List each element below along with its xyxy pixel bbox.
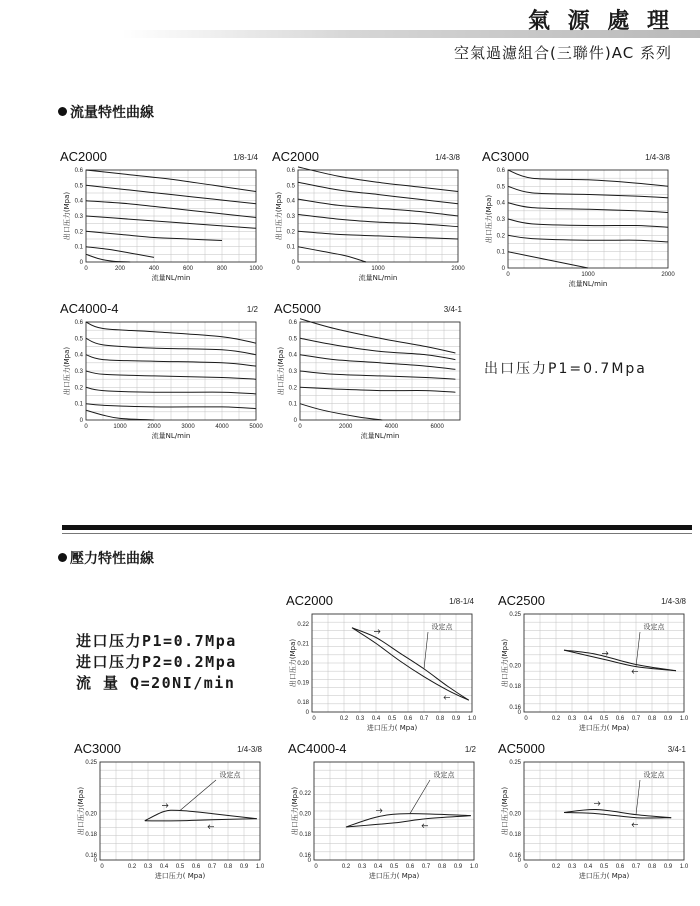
y-tick-label: 0.19 (297, 680, 309, 687)
x-tick-label: 0 (84, 266, 88, 272)
x-tick-label: 0.9 (239, 864, 249, 870)
y-axis-label: 出口压力(Mpa) (501, 638, 509, 688)
chart-flow-ac2000-b (268, 148, 468, 288)
series-line-0-05 (86, 254, 130, 262)
setpoint-leader (410, 780, 430, 814)
x-tick-label: 0 (312, 716, 316, 722)
x-tick-label: 0.4 (159, 864, 169, 870)
bullet-icon (58, 553, 67, 562)
x-tick-label: 4000 (215, 424, 229, 430)
y-tick-label-zero: 0 (307, 858, 311, 864)
y-tick-label: 0 (79, 418, 83, 424)
y-tick-label: 0.6 (288, 320, 297, 326)
y-tick-label: 0.1 (286, 244, 295, 251)
x-axis-label: 流量NL/min (360, 432, 400, 440)
y-tick-label: 0.18 (509, 684, 521, 691)
chart-port-size: 1/2 (246, 305, 258, 314)
chart-port-size: 1/4-3/8 (645, 153, 670, 162)
setpoint-leader (424, 632, 428, 669)
chart-port-size: 1/4-3/8 (435, 153, 460, 162)
y-tick-label: 0.1 (74, 244, 83, 251)
x-tick-label: 0 (314, 864, 318, 870)
y-tick-label: 0.2 (288, 385, 297, 392)
x-tick-label: 4000 (384, 424, 399, 430)
x-tick-label: 0.2 (127, 864, 137, 870)
x-axis-label: 进口压力( Mpa) (366, 724, 418, 732)
condition-inlet-p2: 进口压力P2=0.2Mpa (76, 653, 237, 671)
x-tick-label: 0 (84, 424, 88, 430)
x-tick-label: 0.5 (599, 716, 609, 722)
direction-arrow-up (376, 809, 382, 813)
flow-section-title (58, 102, 154, 122)
y-tick-label: 0.16 (85, 852, 97, 859)
x-tick-label: 3000 (181, 424, 195, 430)
y-axis-label: 出口压力(Mpa) (485, 194, 493, 244)
y-tick-label: 0.18 (299, 832, 311, 839)
series-line-0-6 (300, 319, 455, 353)
x-tick-label: 0.5 (387, 716, 397, 722)
x-tick-label: 1.0 (467, 716, 477, 722)
x-tick-label: 0.3 (567, 864, 577, 870)
x-tick-label: 0.8 (223, 864, 233, 870)
x-tick-label: 400 (148, 266, 160, 272)
setpoint-leader (636, 632, 640, 667)
y-tick-label: 0.6 (286, 168, 295, 174)
bullet-icon (58, 107, 67, 116)
pressure-section-label: 壓力特性曲線 (70, 551, 154, 567)
x-tick-label: 0.4 (583, 716, 593, 722)
chart-panel-pres-ac3000 (70, 740, 270, 890)
chart-title: AC5000 (498, 741, 545, 756)
condition-inlet-p1: 进口压力P1=0.7Mpa (76, 632, 237, 650)
y-axis-label: 出口压力(Mpa) (63, 191, 71, 241)
y-tick-label: 0.4 (74, 198, 83, 205)
y-tick-label: 0.3 (74, 214, 83, 220)
chart-title: AC5000 (274, 301, 321, 316)
x-tick-label: 0.7 (421, 864, 431, 870)
chart-flow-ac4000 (56, 300, 266, 446)
series-line-0-4 (300, 355, 455, 370)
y-tick-label: 0.16 (509, 852, 521, 859)
setpoint-annotation: 设定点 (433, 771, 455, 779)
y-tick-label: 0.25 (85, 760, 97, 766)
y-tick-label: 0.25 (509, 612, 521, 618)
x-tick-label: 0 (524, 864, 528, 870)
y-tick-label-zero: 0 (93, 858, 97, 864)
x-tick-label: 200 (114, 266, 126, 272)
flow-note: 出口压力P1=0.7Mpa (484, 361, 647, 377)
y-tick-label: 0.25 (509, 760, 521, 766)
x-tick-label: 0.8 (647, 864, 657, 870)
y-tick-label: 0.5 (288, 336, 297, 343)
y-tick-label: 0.5 (74, 336, 83, 343)
chart-panel-flow-ac5000 (270, 300, 470, 450)
x-tick-label: 0.4 (583, 864, 593, 870)
y-tick-label: 0.6 (74, 168, 83, 174)
x-tick-label: 0.3 (567, 716, 577, 722)
y-tick-label: 0.22 (297, 621, 309, 628)
y-tick-label: 0.20 (509, 663, 521, 670)
x-axis-label: 流量NL/min (358, 274, 398, 282)
chart-title: AC4000-4 (60, 301, 119, 316)
y-tick-label: 0.1 (496, 249, 505, 256)
direction-arrow-up (594, 801, 600, 805)
y-axis-label: 出口压力(Mpa) (277, 346, 285, 396)
x-tick-label: 1.0 (679, 716, 689, 722)
chart-flow-ac2000-a (56, 148, 266, 288)
y-tick-label-zero: 0 (517, 858, 521, 864)
x-tick-label: 6000 (430, 424, 444, 430)
x-tick-label: 1000 (371, 266, 385, 272)
y-tick-label-zero: 0 (517, 710, 521, 716)
y-tick-label: 0.1 (74, 401, 83, 408)
chart-title: AC4000-4 (288, 741, 347, 756)
y-axis-label: 出口压力(Mpa) (289, 638, 297, 688)
y-tick-label: 0.20 (509, 811, 521, 818)
x-tick-label: 1.0 (255, 864, 265, 870)
setpoint-annotation: 设定点 (219, 771, 241, 779)
x-tick-label: 0.3 (143, 864, 153, 870)
x-tick-label: 1000 (249, 266, 263, 272)
document-subtitle: 空氣過濾組合(三聯件)AC 系列 (454, 44, 672, 62)
x-tick-label: 2000 (339, 424, 353, 430)
y-tick-label: 0.18 (85, 832, 97, 839)
x-tick-label: 600 (182, 266, 194, 272)
series-line-increasing (564, 809, 671, 817)
y-tick-label: 0 (293, 418, 297, 424)
section-divider-thin (62, 533, 692, 534)
y-tick-label: 0.4 (288, 352, 297, 359)
x-tick-label: 1000 (581, 272, 595, 278)
y-tick-label: 0.22 (299, 790, 311, 797)
setpoint-annotation: 设定点 (643, 771, 665, 779)
x-tick-label: 0.2 (341, 864, 351, 870)
y-tick-label: 0.21 (297, 641, 309, 648)
series-line-0-3 (300, 371, 455, 379)
y-tick-label: 0.3 (496, 217, 505, 223)
chart-pres-ac4000 (284, 740, 484, 886)
y-tick-label: 0.20 (297, 661, 309, 667)
y-axis-label: 出口压力(Mpa) (63, 346, 71, 396)
chart-panel-pres-ac2000 (282, 592, 482, 742)
x-tick-label: 0.2 (339, 716, 349, 722)
chart-title: AC2500 (498, 593, 545, 608)
y-axis-label: 出口压力(Mpa) (77, 786, 85, 836)
x-tick-label: 2000 (661, 272, 675, 278)
x-tick-label: 2000 (147, 424, 161, 430)
x-tick-label: 0.7 (631, 864, 641, 870)
series-line-0-5 (300, 338, 455, 359)
y-tick-label: 0.3 (288, 369, 297, 375)
y-tick-label: 0.4 (74, 352, 83, 359)
chart-title: AC2000 (60, 149, 107, 164)
chart-panel-flow-ac4000 (56, 300, 266, 450)
y-tick-label: 0.5 (286, 183, 295, 190)
y-tick-label: 0.3 (286, 214, 295, 220)
x-axis-label: 进口压力( Mpa) (578, 872, 630, 880)
x-tick-label: 0.4 (373, 864, 383, 870)
y-tick-label: 0.2 (74, 385, 83, 392)
x-tick-label: 0 (506, 272, 510, 278)
condition-flow: 流 量 Q=20NI/min (76, 674, 236, 692)
y-tick-label: 0 (79, 260, 83, 266)
y-tick-label: 0.20 (85, 811, 97, 818)
chart-port-size: 1/2 (464, 745, 476, 754)
direction-arrow-down (632, 670, 638, 674)
x-tick-label: 0.3 (355, 716, 365, 722)
chart-panel-pres-ac5000 (494, 740, 694, 890)
direction-arrow-down (632, 823, 638, 827)
x-axis-label: 流量NL/min (568, 280, 608, 288)
x-tick-label: 0.6 (405, 864, 415, 870)
x-tick-label: 0 (100, 864, 104, 870)
y-axis-label: 出口压力(Mpa) (275, 191, 283, 241)
x-tick-label: 0.6 (615, 864, 625, 870)
y-tick-label: 0.1 (288, 401, 297, 408)
y-tick-label: 0.18 (509, 832, 521, 839)
x-tick-label: 800 (216, 266, 228, 272)
x-axis-label: 流量NL/min (151, 432, 191, 440)
direction-arrow-down (444, 695, 450, 699)
y-tick-label: 0.20 (299, 811, 311, 818)
y-tick-label: 0.4 (496, 200, 505, 207)
y-axis-label: 出口压力(Mpa) (291, 786, 299, 836)
y-tick-label: 0.16 (299, 852, 311, 859)
chart-pres-ac2000 (282, 592, 482, 738)
x-tick-label: 2000 (451, 266, 465, 272)
x-tick-label: 0.8 (435, 716, 445, 722)
chart-port-size: 3/4-1 (443, 305, 462, 314)
y-tick-label: 0.4 (286, 198, 295, 205)
direction-arrow-down (208, 825, 214, 829)
x-tick-label: 0.7 (419, 716, 429, 722)
x-tick-label: 0.8 (647, 716, 657, 722)
x-tick-label: 0 (296, 266, 300, 272)
y-tick-label: 0.6 (74, 320, 83, 326)
x-axis-label: 进口压力( Mpa) (368, 872, 420, 880)
x-axis-label: 进口压力( Mpa) (154, 872, 206, 880)
x-tick-label: 0.5 (389, 864, 399, 870)
chart-port-size: 1/4-3/8 (237, 745, 262, 754)
chart-title: AC2000 (272, 149, 319, 164)
chart-pres-ac2500 (494, 592, 694, 738)
x-tick-label: 1000 (113, 424, 127, 430)
chart-panel-pres-ac2500 (494, 592, 694, 742)
setpoint-annotation: 设定点 (643, 623, 665, 631)
chart-pres-ac5000 (494, 740, 694, 886)
chart-panel-flow-ac2000-b (268, 148, 468, 292)
chart-port-size: 1/8-1/4 (449, 597, 474, 606)
y-tick-label: 0.5 (496, 184, 505, 191)
chart-title: AC3000 (74, 741, 121, 756)
x-tick-label: 0.8 (437, 864, 447, 870)
x-tick-label: 0.2 (551, 864, 561, 870)
flow-section-label: 流量特性曲線 (70, 105, 154, 121)
x-tick-label: 1.0 (469, 864, 479, 870)
x-tick-label: 0.3 (357, 864, 367, 870)
x-tick-label: 0.6 (191, 864, 201, 870)
chart-panel-flow-ac2000-a (56, 148, 266, 292)
chart-flow-ac3000 (478, 148, 678, 294)
setpoint-annotation: 设定点 (431, 623, 453, 631)
y-tick-label: 0.2 (74, 229, 83, 236)
y-tick-label: 0.3 (74, 369, 83, 375)
chart-port-size: 1/4-3/8 (661, 597, 686, 606)
x-tick-label: 0.9 (663, 716, 673, 722)
y-tick-label: 0 (291, 260, 295, 266)
setpoint-leader (180, 780, 216, 810)
x-tick-label: 0.9 (663, 864, 673, 870)
y-tick-label: 0.16 (509, 704, 521, 711)
direction-arrow-up (162, 804, 168, 808)
chart-pres-ac3000 (70, 740, 270, 886)
x-axis-label: 流量NL/min (151, 274, 191, 282)
chart-title: AC3000 (482, 149, 529, 164)
x-tick-label: 0.5 (175, 864, 185, 870)
x-tick-label: 0.7 (207, 864, 217, 870)
chart-port-size: 1/8-1/4 (233, 153, 258, 162)
y-tick-label: 0.18 (297, 700, 309, 707)
series-line-decreasing (346, 816, 471, 827)
y-tick-label: 0.6 (496, 168, 505, 174)
chart-title: AC2000 (286, 593, 333, 608)
series-line-decreasing (564, 813, 671, 819)
setpoint-leader (636, 780, 640, 815)
chart-port-size: 3/4-1 (667, 745, 686, 754)
x-tick-label: 0 (298, 424, 302, 430)
chart-panel-pres-ac4000 (284, 740, 484, 890)
x-tick-label: 0.6 (615, 716, 625, 722)
x-tick-label: 0.2 (551, 716, 561, 722)
x-tick-label: 1.0 (679, 864, 689, 870)
x-tick-label: 0 (524, 716, 528, 722)
x-tick-label: 0.6 (403, 716, 413, 722)
x-tick-label: 0.4 (371, 716, 381, 722)
y-tick-label: 0.2 (286, 229, 295, 236)
x-tick-label: 0.7 (631, 716, 641, 722)
y-tick-label-zero: 0 (305, 710, 309, 716)
chart-panel-flow-ac3000 (478, 148, 678, 298)
pressure-section-title (58, 548, 154, 568)
x-tick-label: 0.9 (453, 864, 463, 870)
x-tick-label: 0.5 (599, 864, 609, 870)
chart-flow-ac5000 (270, 300, 470, 446)
series-line-0-2 (300, 387, 455, 392)
y-axis-label: 出口压力(Mpa) (501, 786, 509, 836)
y-tick-label: 0 (501, 266, 505, 272)
x-tick-label: 5000 (249, 424, 263, 430)
section-divider (62, 525, 692, 530)
document-title: 氣 源 處 理 (528, 9, 674, 34)
x-axis-label: 进口压力( Mpa) (578, 724, 630, 732)
y-tick-label: 0.5 (74, 183, 83, 190)
x-tick-label: 0.9 (451, 716, 461, 722)
y-tick-label: 0.2 (496, 233, 505, 240)
